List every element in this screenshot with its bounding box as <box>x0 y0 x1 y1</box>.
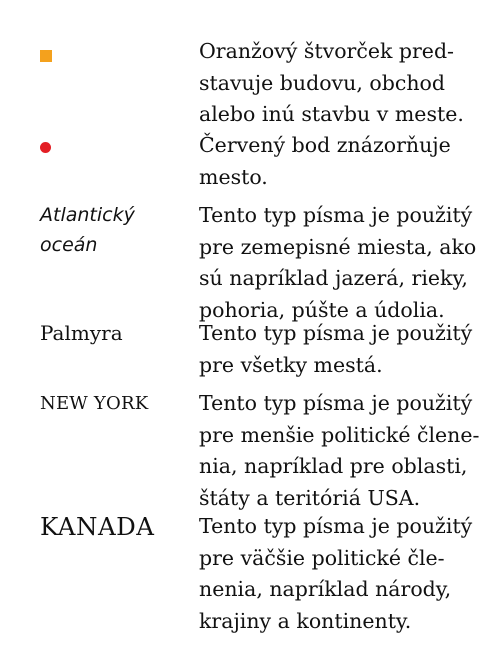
red-dot-icon <box>40 142 51 153</box>
legend-term-minor-division: NEW YORK <box>40 393 149 414</box>
legend-description: Tento typ písma je použitý pre všetky mestá. <box>199 321 473 377</box>
legend-description: Oranžový štvorček pred- stavuje budovu, obchod alebo inú stavbu v meste. <box>199 39 464 126</box>
legend-description: Červený bod znázorňuje mesto. <box>199 133 451 189</box>
legend-term-major-division: KANADA <box>40 512 155 541</box>
orange-square-icon <box>40 50 52 62</box>
legend-description: Tento typ písma je použitý pre zemepisné miesta, ako sú napríklad jazerá, rieky, pohoria, púšte a údolia. <box>199 203 477 322</box>
legend-description: Tento typ písma je použitý pre menšie politické člene- nia, napríklad pre oblasti, štáty a teritóriá USA. <box>199 391 480 510</box>
legend-term-city: Palmyra <box>40 321 123 345</box>
legend-term-geographic: Atlantický oceán <box>40 204 135 256</box>
legend-description: Tento typ písma je použitý pre väčšie politické čle- nenia, napríklad národy, krajiny a kontinenty. <box>199 514 473 633</box>
